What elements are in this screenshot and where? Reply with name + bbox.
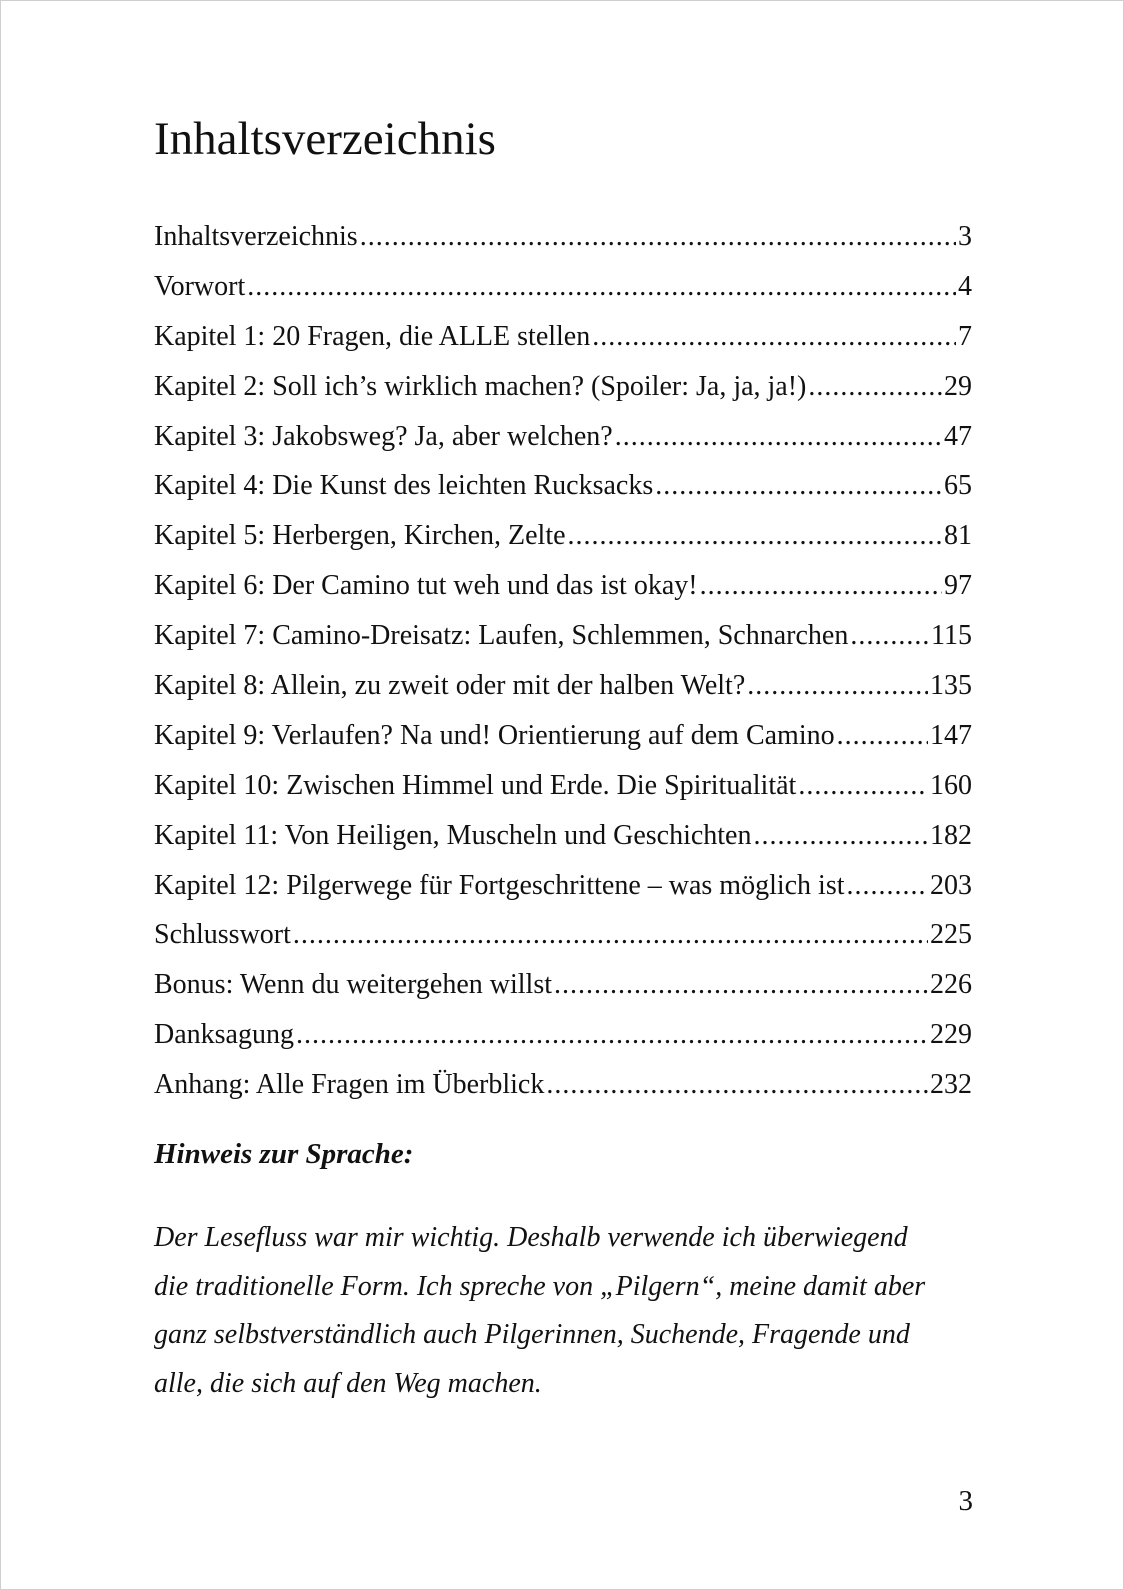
language-note-line: Der Lesefluss war mir wichtig. Deshalb verwende ich überwiegend — [154, 1222, 908, 1253]
toc-dot-leader — [850, 611, 929, 661]
language-note-heading: Hinweis zur Sprache: — [154, 1138, 414, 1170]
toc-entry-page: 160 — [930, 769, 972, 801]
toc-entry-title: Vorwort — [154, 270, 246, 302]
toc-entry[interactable] — [154, 1060, 972, 1110]
toc-entry-title: Kapitel 8: Allein, zu zweit oder mit der halben Welt? — [154, 670, 746, 702]
toc-entry[interactable] — [154, 262, 972, 312]
toc-dot-leader — [847, 861, 928, 911]
toc-entry-page: 47 — [944, 420, 972, 452]
toc-entry-title: Kapitel 7: Camino-Dreisatz: Laufen, Schlemmen, Schnarchen — [154, 620, 849, 652]
toc-entry-title: Inhaltsverzeichnis — [154, 221, 358, 252]
toc-dot-leader — [655, 461, 942, 511]
toc-dot-leader — [747, 661, 928, 711]
toc-entry-page: 225 — [930, 919, 972, 951]
toc-entry[interactable] — [154, 661, 972, 711]
toc-dot-leader — [296, 1010, 928, 1060]
toc-dot-leader — [293, 910, 928, 960]
toc-entry-page: 97 — [944, 570, 972, 602]
toc-entry[interactable] — [154, 861, 972, 911]
language-note-line: alle, die sich auf den Weg machen. — [154, 1367, 542, 1399]
toc-entry-title: Kapitel 6: Der Camino tut weh und das ist okay! — [154, 570, 698, 602]
toc-entry-page: 7 — [958, 320, 972, 352]
table-of-contents — [154, 212, 972, 1110]
toc-dot-leader — [798, 761, 928, 811]
toc-entry[interactable] — [154, 1010, 972, 1060]
toc-dot-leader — [837, 711, 928, 761]
toc-entry-page: 226 — [930, 969, 972, 1001]
toc-dot-leader — [754, 811, 929, 861]
toc-entry-title: Kapitel 11: Von Heiligen, Muscheln und Geschichten — [154, 819, 752, 851]
toc-entry[interactable] — [154, 461, 972, 511]
toc-entry-page: 4 — [958, 270, 972, 302]
toc-entry[interactable] — [154, 312, 972, 362]
toc-entry[interactable] — [154, 811, 972, 861]
toc-entry[interactable] — [154, 362, 972, 412]
toc-entry-page: 203 — [930, 869, 972, 901]
toc-entry-title: Kapitel 4: Die Kunst des leichten Rucksacks — [154, 470, 654, 502]
toc-entry-title: Anhang: Alle Fragen im Überblick — [154, 1069, 545, 1101]
language-note-line: die traditionelle Form. Ich spreche von „Pilgern“, meine damit aber — [154, 1270, 926, 1302]
language-note-line: ganz selbstverständlich auch Pilgerinnen, Suchende, Fragende und — [154, 1319, 910, 1350]
toc-entry-page: 65 — [944, 470, 972, 502]
toc-entry[interactable] — [154, 960, 972, 1010]
toc-dot-leader — [592, 312, 956, 362]
toc-entry[interactable] — [154, 611, 972, 661]
toc-entry-title: Danksagung — [154, 1019, 294, 1051]
toc-dot-leader — [808, 362, 942, 412]
toc-entry-page: 81 — [944, 520, 972, 552]
toc-entry-page: 147 — [930, 719, 972, 751]
toc-entry[interactable] — [154, 910, 972, 960]
toc-dot-leader — [247, 262, 956, 312]
toc-entry[interactable] — [154, 711, 972, 761]
toc-entry[interactable] — [154, 511, 972, 561]
toc-entry-page: 182 — [930, 819, 972, 851]
toc-entry[interactable] — [154, 412, 972, 462]
toc-dot-leader — [546, 1060, 928, 1110]
toc-entry-page: 29 — [944, 370, 972, 402]
toc-entry-title: Kapitel 12: Pilgerwege für Fortgeschrittene – was möglich ist — [154, 869, 845, 901]
toc-entry-page: 135 — [930, 670, 972, 702]
toc-entry-title: Kapitel 2: Soll ich’s wirklich machen? (Spoiler: Ja, ja, ja!) — [154, 370, 807, 402]
toc-entry-title: Kapitel 3: Jakobsweg? Ja, aber welchen? — [154, 420, 613, 452]
toc-entry-title: Kapitel 9: Verlaufen? Na und! Orientierung auf dem Camino — [154, 719, 835, 751]
toc-entry-page: 232 — [930, 1069, 972, 1101]
toc-dot-leader — [568, 511, 942, 561]
language-note-text — [154, 1214, 974, 1408]
toc-entry-title: Kapitel 10: Zwischen Himmel und Erde. Die Spiritualität — [154, 769, 797, 801]
toc-entry-title: Bonus: Wenn du weitergehen willst — [154, 969, 553, 1001]
toc-entry-title: Schlusswort — [154, 919, 291, 951]
toc-dot-leader — [615, 412, 942, 462]
page-number: 3 — [958, 1485, 973, 1517]
toc-entry[interactable] — [154, 212, 972, 262]
toc-entry[interactable] — [154, 561, 972, 611]
toc-entry-page: 3 — [958, 221, 972, 252]
toc-dot-leader — [360, 212, 956, 262]
page-title: Inhaltsverzeichnis — [154, 113, 496, 165]
toc-entry-page: 229 — [930, 1019, 972, 1051]
toc-entry-title: Kapitel 5: Herbergen, Kirchen, Zelte — [154, 520, 566, 552]
toc-dot-leader — [554, 960, 928, 1010]
toc-entry[interactable] — [154, 761, 972, 811]
toc-dot-leader — [700, 561, 942, 611]
toc-entry-title: Kapitel 1: 20 Fragen, die ALLE stellen — [154, 320, 591, 352]
toc-entry-page: 115 — [931, 620, 972, 652]
